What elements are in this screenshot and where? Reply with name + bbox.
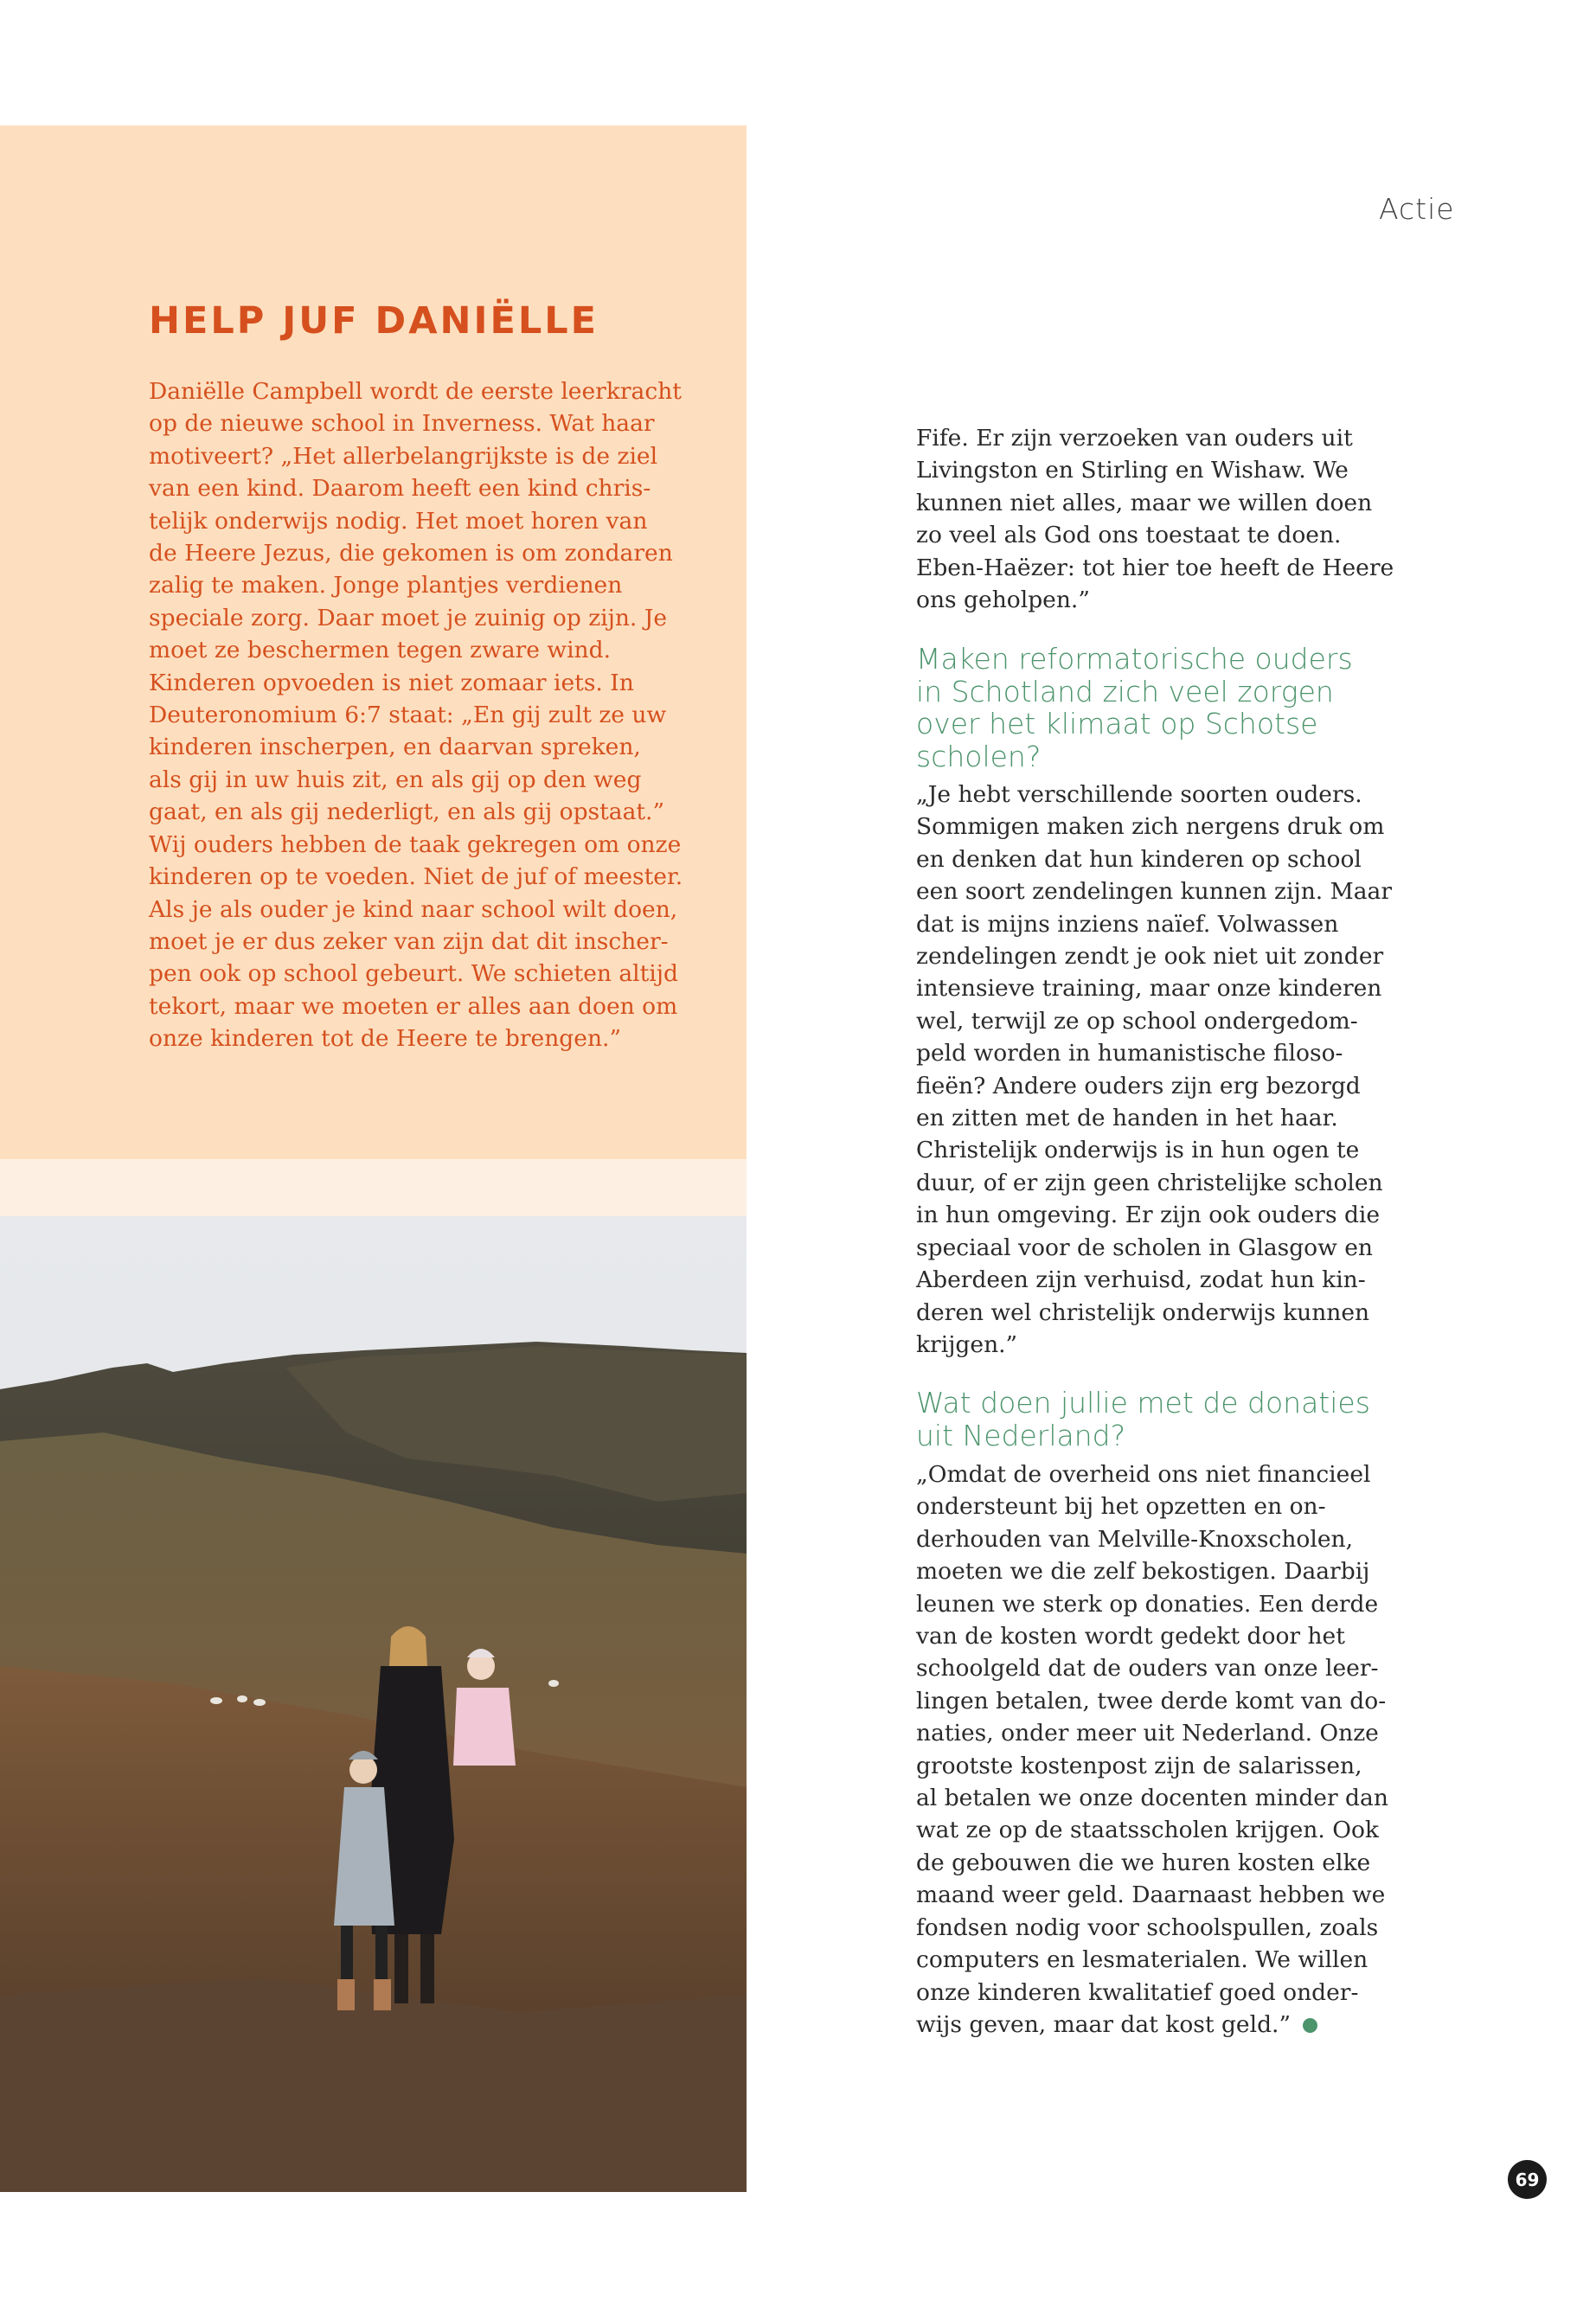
question-line: uit Nederland? [916,1418,1126,1452]
article-intro [916,422,1401,616]
article-line: moeten we die zelf bekostigen. Daarbij [916,1558,1370,1586]
article-line: maand weer geld. Daarnaast hebben we [916,1881,1386,1909]
article-line: „Omdat de overheid ons niet financieel [916,1461,1371,1488]
article-line: Eben-Haëzer: tot hier toe heeft de Heere [916,554,1394,581]
sidebar-line: moet ze beschermen tegen zware wind. [149,637,612,664]
sidebar-line: telijk onderwijs nodig. Het moet horen van [149,507,648,535]
article-line: fieën? Andere ouders zijn erg bezorgd [916,1072,1361,1099]
sidebar-line: tekort, maar we moeten er alles aan doen om [149,992,678,1020]
sidebar-line: Kinderen opvoeden is niet zomaar iets. In [149,669,634,696]
article-line: intensieve training, maar onze kinderen [916,975,1382,1003]
article-line: van de kosten wordt gedekt door het [916,1623,1345,1650]
landscape-photo [0,1216,747,2192]
sidebar-line: als gij in uw huis zit, en als gij op den weg [149,766,642,793]
article-line: een soort zendelingen kunnen zijn. Maar [916,878,1393,906]
article-line: in hun omgeving. Er zijn ook ouders die [916,1202,1381,1229]
article-line: fondsen nodig voor schoolspullen, zoals [916,1913,1379,1941]
sidebar-line: kinderen op te voeden. Niet de juf of meester. [149,863,683,891]
article-line: deren wel christelijk onderwijs kunnen [916,1298,1370,1326]
article-line: dat is mijns inziens naïef. Volwassen [916,910,1339,938]
section-label: Actie [1379,192,1455,226]
article-line: ondersteunt bij het opzetten en on- [916,1493,1326,1521]
question-heading-2 [916,1387,1401,1452]
sidebar-line: Wij ouders hebben de taak gekregen om onze [149,830,682,858]
question-line: over het klimaat op Schotse [916,707,1318,740]
sidebar-line: zalig te maken. Jonge plantjes verdienen [149,572,623,599]
article-line: ons geholpen.” [916,586,1090,614]
article-line: Fife. Er zijn verzoeken van ouders uit [916,425,1353,452]
article-line: Aberdeen zijn verhuisd, zodat hun kin- [916,1266,1366,1294]
sidebar-title: HELP JUF DANIËLLE [149,299,599,343]
article-line: schoolgeld dat de ouders van onze leer- [916,1655,1379,1682]
article-line: duur, of er zijn geen christelijke scholen [916,1169,1383,1196]
article-line: zendelingen zendt je ook niet uit zonder [916,943,1384,971]
sidebar-line: speciale zorg. Daar moet je zuinig op zijn. Je [149,604,668,631]
article-line: al betalen we onze docenten minder dan [916,1785,1388,1812]
sidebar-line: Deuteronomium 6:7 staat: „En gij zult ze uw [149,702,667,729]
question-line: Maken reformatorische ouders [916,642,1353,676]
question-line: in Schotland zich veel zorgen [916,674,1334,708]
article-line: wat ze op de staatsscholen krijgen. Ook [916,1817,1379,1844]
article-line: Christelijk onderwijs is in hun ogen te [916,1137,1360,1164]
answer-2 [916,1458,1401,2041]
sidebar-line: motiveert? „Het allerbelangrijkste is de ziel [149,442,658,470]
question-heading-1 [916,643,1401,772]
question-line: scholen? [916,739,1042,773]
sidebar-line: op de nieuwe school in Inverness. Wat haar [149,410,655,438]
sidebar-line: Daniëlle Campbell wordt de eerste leerkracht [149,378,682,405]
end-mark-icon [1303,2018,1317,2033]
article-line: kunnen niet alles, maar we willen doen [916,489,1373,516]
article-line: „Je hebt verschillende soorten ouders. [916,781,1362,808]
sidebar-line: pen ook op school gebeurt. We schieten altijd [149,960,678,988]
article-line: en denken dat hun kinderen op school [916,845,1362,873]
article-line: leunen we sterk op donaties. Een derde [916,1590,1379,1618]
sidebar-line: kinderen inscherpen, en daarvan spreken, [149,734,641,761]
article-line: derhouden van Melville-Knoxscholen, [916,1525,1354,1553]
sidebar-line: moet je er dus zeker van zijn dat dit inscher- [149,927,669,955]
article-line: zo veel als God ons toestaat te doen. [916,522,1342,549]
article-line: krijgen.” [916,1330,1018,1358]
article-line: Livingston en Stirling en Wishaw. We [916,457,1349,484]
article-line: lingen betalen, twee derde komt van do- [916,1687,1387,1715]
sidebar-line: onze kinderen tot de Heere te brengen.” [149,1025,621,1053]
article-line: speciaal voor de scholen in Glasgow en [916,1234,1373,1261]
answer-1 [916,779,1401,1361]
sidebar-line: Als je als ouder je kind naar school wilt doen, [149,895,678,923]
article-line: en zitten met de handen in het haar. [916,1105,1338,1132]
article-line: Sommigen maken zich nergens druk om [916,813,1385,841]
sidebar-strip [0,1159,747,1216]
page-number: 69 [1508,2160,1547,2199]
article-line: computers en lesmaterialen. We willen [916,1946,1368,1974]
question-line: Wat doen jullie met de donaties [916,1386,1370,1420]
sidebar-line: gaat, en als gij nederligt, en als gij opstaat.” [149,798,665,826]
sidebar-line: van een kind. Daarom heeft een kind chris- [149,475,651,503]
article-line-last [916,2009,1401,2041]
sidebar-body [149,375,694,1055]
sidebar-line: de Heere Jezus, die gekomen is om zondaren [149,540,673,567]
photo-illustration [0,1216,747,2192]
article-line: peld worden in humanistische filoso- [916,1040,1343,1067]
article-line: grootste kostenpost zijn de salarissen, [916,1752,1362,1779]
article-line: wijs geven, maar dat kost geld.” [916,2010,1292,2038]
article-line: onze kinderen kwalitatief goed onder- [916,1978,1359,2006]
article-line: naties, onder meer uit Nederland. Onze [916,1720,1379,1747]
article-line: de gebouwen die we huren kosten elke [916,1849,1371,1876]
article-line: wel, terwijl ze op school ondergedom- [916,1007,1358,1035]
